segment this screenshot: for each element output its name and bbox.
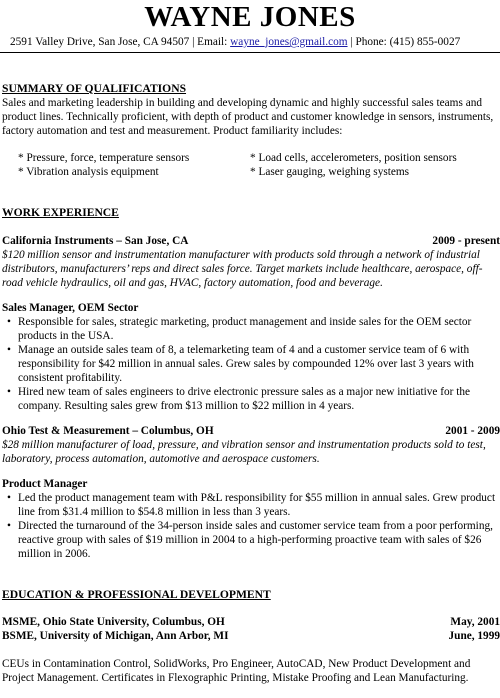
bullet-text: Directed the turnaround of the 34-person inside sales and customer service team from a poor performing, reactive group with sales of $19 million in 2004 to a high-performing proactive team with sales of $26 million in 2006.	[18, 520, 493, 560]
company-name: California Instruments – San Jose, CA	[2, 235, 189, 247]
summary-heading: SUMMARY OF QUALIFICATIONS	[2, 82, 187, 95]
bullet-text: Responsible for sales, strategic marketing, product management and inside sales for the OEM sector products in the USA.	[18, 316, 472, 342]
certifications-text: CEUs in Contamination Control, SolidWorks, Pro Engineer, AutoCAD, New Product Development and Project Management. Certificates in Flexographic Printing, Mistake Proofing and Lean Manufacturing.	[2, 658, 471, 684]
company-description: $28 million manufacturer of load, pressure, and vibration sensor and instrumentation products sold to test, laboratory, process automation, automotive and aerospace customers.	[2, 439, 486, 465]
qualification-list-right	[250, 151, 457, 179]
bullet-text: Hired new team of sales engineers to drive electronic pressure sales as a major new initiative for the company. Resulting sales grew from $13 million to $22 million in 4 years.	[18, 386, 471, 412]
address-text: 2591 Valley Drive, San Jose, CA 94507 | Email:	[10, 36, 228, 48]
list-item: • Responsible for sales, strategic marketing, product management and inside sales for the OEM sector products in the USA.	[7, 316, 472, 342]
qualification-item: * Vibration analysis equipment	[18, 166, 159, 178]
work-heading: WORK EXPERIENCE	[2, 206, 119, 219]
header-divider	[0, 52, 500, 53]
degree-name: MSME, Ohio State University, Columbus, OH	[2, 616, 225, 628]
qualification-item: * Laser gauging, weighing systems	[250, 166, 410, 178]
qualification-item: * Pressure, force, temperature sensors	[18, 152, 190, 164]
job-dates: 2001 - 2009	[445, 425, 500, 437]
job-title: Sales Manager, OEM Sector	[2, 302, 139, 314]
job-header	[2, 424, 498, 438]
qualification-item: * Load cells, accelerometers, position sensors	[250, 152, 457, 164]
email-link[interactable]: wayne_jones@gmail.com	[230, 36, 348, 48]
degree-name: BSME, University of Michigan, Ann Arbor, MI	[2, 630, 229, 642]
job-title: Product Manager	[2, 478, 88, 490]
degree-date: June, 1999	[448, 630, 500, 642]
education-heading: EDUCATION & PROFESSIONAL DEVELOPMENT	[2, 588, 271, 601]
degree-date: May, 2001	[450, 616, 500, 628]
degree-row	[2, 615, 498, 629]
qualification-list-left	[18, 151, 189, 179]
bullet-text: Manage an outside sales team of 8, a telemarketing team of 4 and a customer service team of 6 with responsibility for $42 million in annual sales. Grew sales by compounded 12% over last 3 years with consistent profitability.	[18, 344, 474, 384]
list-item: • Led the product management team with P&L responsibility for $55 million in annual sales. Grew product line from $31.4 million to $54.8 million in less than 3 years.	[7, 492, 496, 518]
list-item: • Directed the turnaround of the 34-person inside sales and customer service team from a poor performing, reactive group with sales of $19 million in 2004 to a high-performing proactive team with sales of $26 million in 2006.	[7, 520, 493, 560]
bullet-text: Led the product management team with P&L responsibility for $55 million in annual sales. Grew product line from $31.4 million to $54.8 million in less than 3 years.	[18, 492, 496, 518]
company-description: $120 million sensor and instrumentation manufacturer with products sold through a network of industrial distributors, manufacturers’ reps and direct sales force. Target markets include healthcare, aerospace, off-road vehicle hydraulics, oil and gas, HVAC, factory automation, food and beverage.	[2, 249, 483, 289]
candidate-name: WAYNE JONES	[144, 1, 356, 33]
job-bullets	[2, 315, 498, 413]
contact-line	[10, 35, 498, 49]
job-dates: 2009 - present	[432, 235, 500, 247]
degree-row	[2, 629, 498, 643]
job-bullets	[2, 491, 498, 561]
phone-text: | Phone: (415) 855-0027	[350, 36, 461, 48]
company-name: Ohio Test & Measurement – Columbus, OH	[2, 425, 214, 437]
job-header	[2, 234, 498, 248]
list-item: • Hired new team of sales engineers to drive electronic pressure sales as a major new initiative for the company. Resulting sales grew from $13 million to $22 million in 4 years.	[7, 386, 471, 412]
summary-text: Sales and marketing leadership in building and developing dynamic and highly successful sales teams and product lines. Technically proficient, with depth of product and customer knowledge in sensors, instruments, factory automation and test and measurement. Product familiarity includes:	[2, 97, 494, 137]
list-item: • Manage an outside sales team of 8, a telemarketing team of 4 and a customer service team of 6 with responsibility for $42 million in annual sales. Grew sales by compounded 12% over last 3 years with consistent profitability.	[7, 344, 474, 384]
